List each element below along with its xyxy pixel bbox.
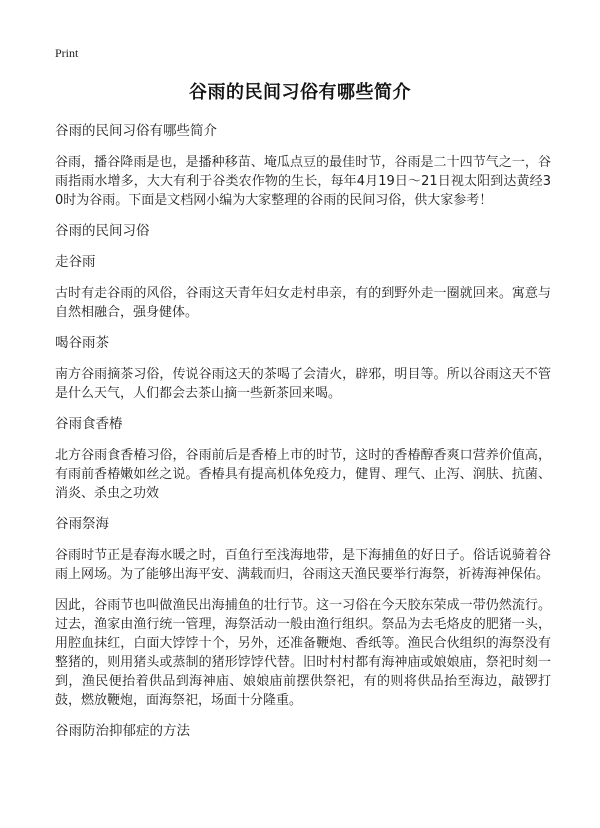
section-heading: 谷雨的民间习俗 <box>55 223 150 239</box>
fishermen-paragraph: 因此，谷雨节也叫做渔民出海捕鱼的壮行节。这一习俗在今天胶东荣成一带仍然流行。过去，渔家由渔行统一管理，海祭活动一般由渔行组织。祭品为去毛烙皮的肥猪一头，用腔血抹红，白面大饽饽十个，另外，还准备鞭炮、香纸等。渔民合伙组织的海祭没有整猪的，则用猪头或蒸制的猪形饽饽代替。旧时村村都有海神庙或娘娘庙，祭祀时刻一到，渔民便抬着供品到海神庙、娘娘庙前摆供祭祀，有的则将供品抬至海边，敲锣打鼓，燃放鞭炮，面海祭祀，场面十分隆重。 <box>55 598 551 708</box>
custom-heading-sea: 谷雨祭海 <box>55 516 109 532</box>
intro-paragraph: 谷雨，播谷降雨是也，是播种移苗、埯瓜点豆的最佳时节，谷雨是二十四节气之一，谷雨指雨水增多，大大有利于谷类农作物的生长，每年4月19日～21日视太阳到达黄经30时为谷雨。下面是文档网小编为大家整理的谷雨的民间习俗，供大家参考！ <box>55 155 551 208</box>
custom-text-walk: 古时有走谷雨的风俗，谷雨这天青年妇女走村串亲，有的到野外走一圈就回来。寓意与自然相融合，强身健体。 <box>55 286 551 320</box>
custom-text-tea: 南方谷雨摘茶习俗，传说谷雨这天的茶喝了会清火，辟邪，明目等。所以谷雨这天不管是什么天气，人们都会去茶山摘一些新茶回来喝。 <box>55 367 551 401</box>
print-link[interactable]: Print <box>55 46 79 60</box>
article-body <box>55 122 551 753</box>
custom-text-sea: 谷雨时节正是春海水暖之时，百鱼行至浅海地带，是下海捕鱼的好日子。俗话说骑着谷雨上网场。为了能够出海平安、满载而归，谷雨这天渔民要举行海祭，祈祷海神保佑。 <box>55 548 551 582</box>
custom-heading-toon: 谷雨食香椿 <box>55 416 123 432</box>
custom-text-toon: 北方谷雨食香椿习俗，谷雨前后是香椿上市的时节，这时的香椿醇香爽口营养价值高，有雨前香椿嫩如丝之说。香椿具有提高机体免疫力，健胃、理气、止泻、润肤、抗菌、消炎、杀虫之功效 <box>55 448 551 501</box>
last-section-heading: 谷雨防治抑郁症的方法 <box>55 723 190 739</box>
page-title: 谷雨的民间习俗有哪些简介 <box>189 82 411 103</box>
custom-heading-tea: 喝谷雨茶 <box>55 335 109 351</box>
custom-heading-walk: 走谷雨 <box>55 254 96 270</box>
article-subtitle: 谷雨的民间习俗有哪些简介 <box>55 123 217 139</box>
